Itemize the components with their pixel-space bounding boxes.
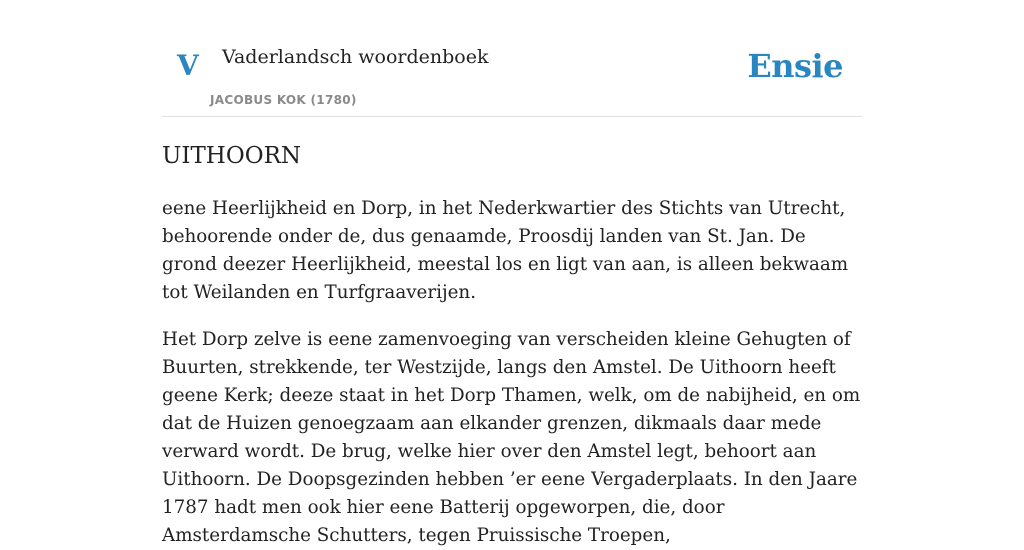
definition-paragraph: Het Dorp zelve is eene zamenvoeging van verscheiden kleine Gehugten of Buurten, strekkende, ter Westzijde, langs den Amstel. De Uithoorn heeft geene Kerk; deeze staat in het Dorp Thamen, welk, om de nabijheid, en om dat de Huizen genoegzaam aan elkander grenzen, dikmaals daar mede verward wordt. De brug, welke hier over den Amstel legt, behoort aan Uithoorn. De Doopsgezinden hebben ’er eene Vergaderplaats. In den Jaare 1787 hadt men ook hier eene Batterij opgeworpen, die, door Amsterdamsche Schutters, tegen Pruissische Troepen, [162, 328, 861, 546]
book-letter-badge[interactable]: V [177, 49, 199, 82]
entry-definition [162, 195, 862, 550]
page [162, 0, 862, 550]
entry-headword: UITHOORN [162, 143, 302, 169]
book-title-link[interactable]: Vaderlandsch woordenboek [222, 46, 489, 68]
header [162, 0, 862, 117]
definition-paragraph: eene Heerlijkheid en Dorp, in het Nederkwartier des Stichts van Utrecht, behoorende onder de, dus genaamde, Proosdij landen van St. Jan. De grond deezer Heerlijkheid, meestal los en ligt van aan, is alleen bekwaam tot Weilanden en Turfgraaverijen. [162, 197, 849, 303]
book-author: JACOBUS KOK (1780) [210, 93, 357, 107]
ensie-logo[interactable]: Ensie [747, 47, 843, 85]
